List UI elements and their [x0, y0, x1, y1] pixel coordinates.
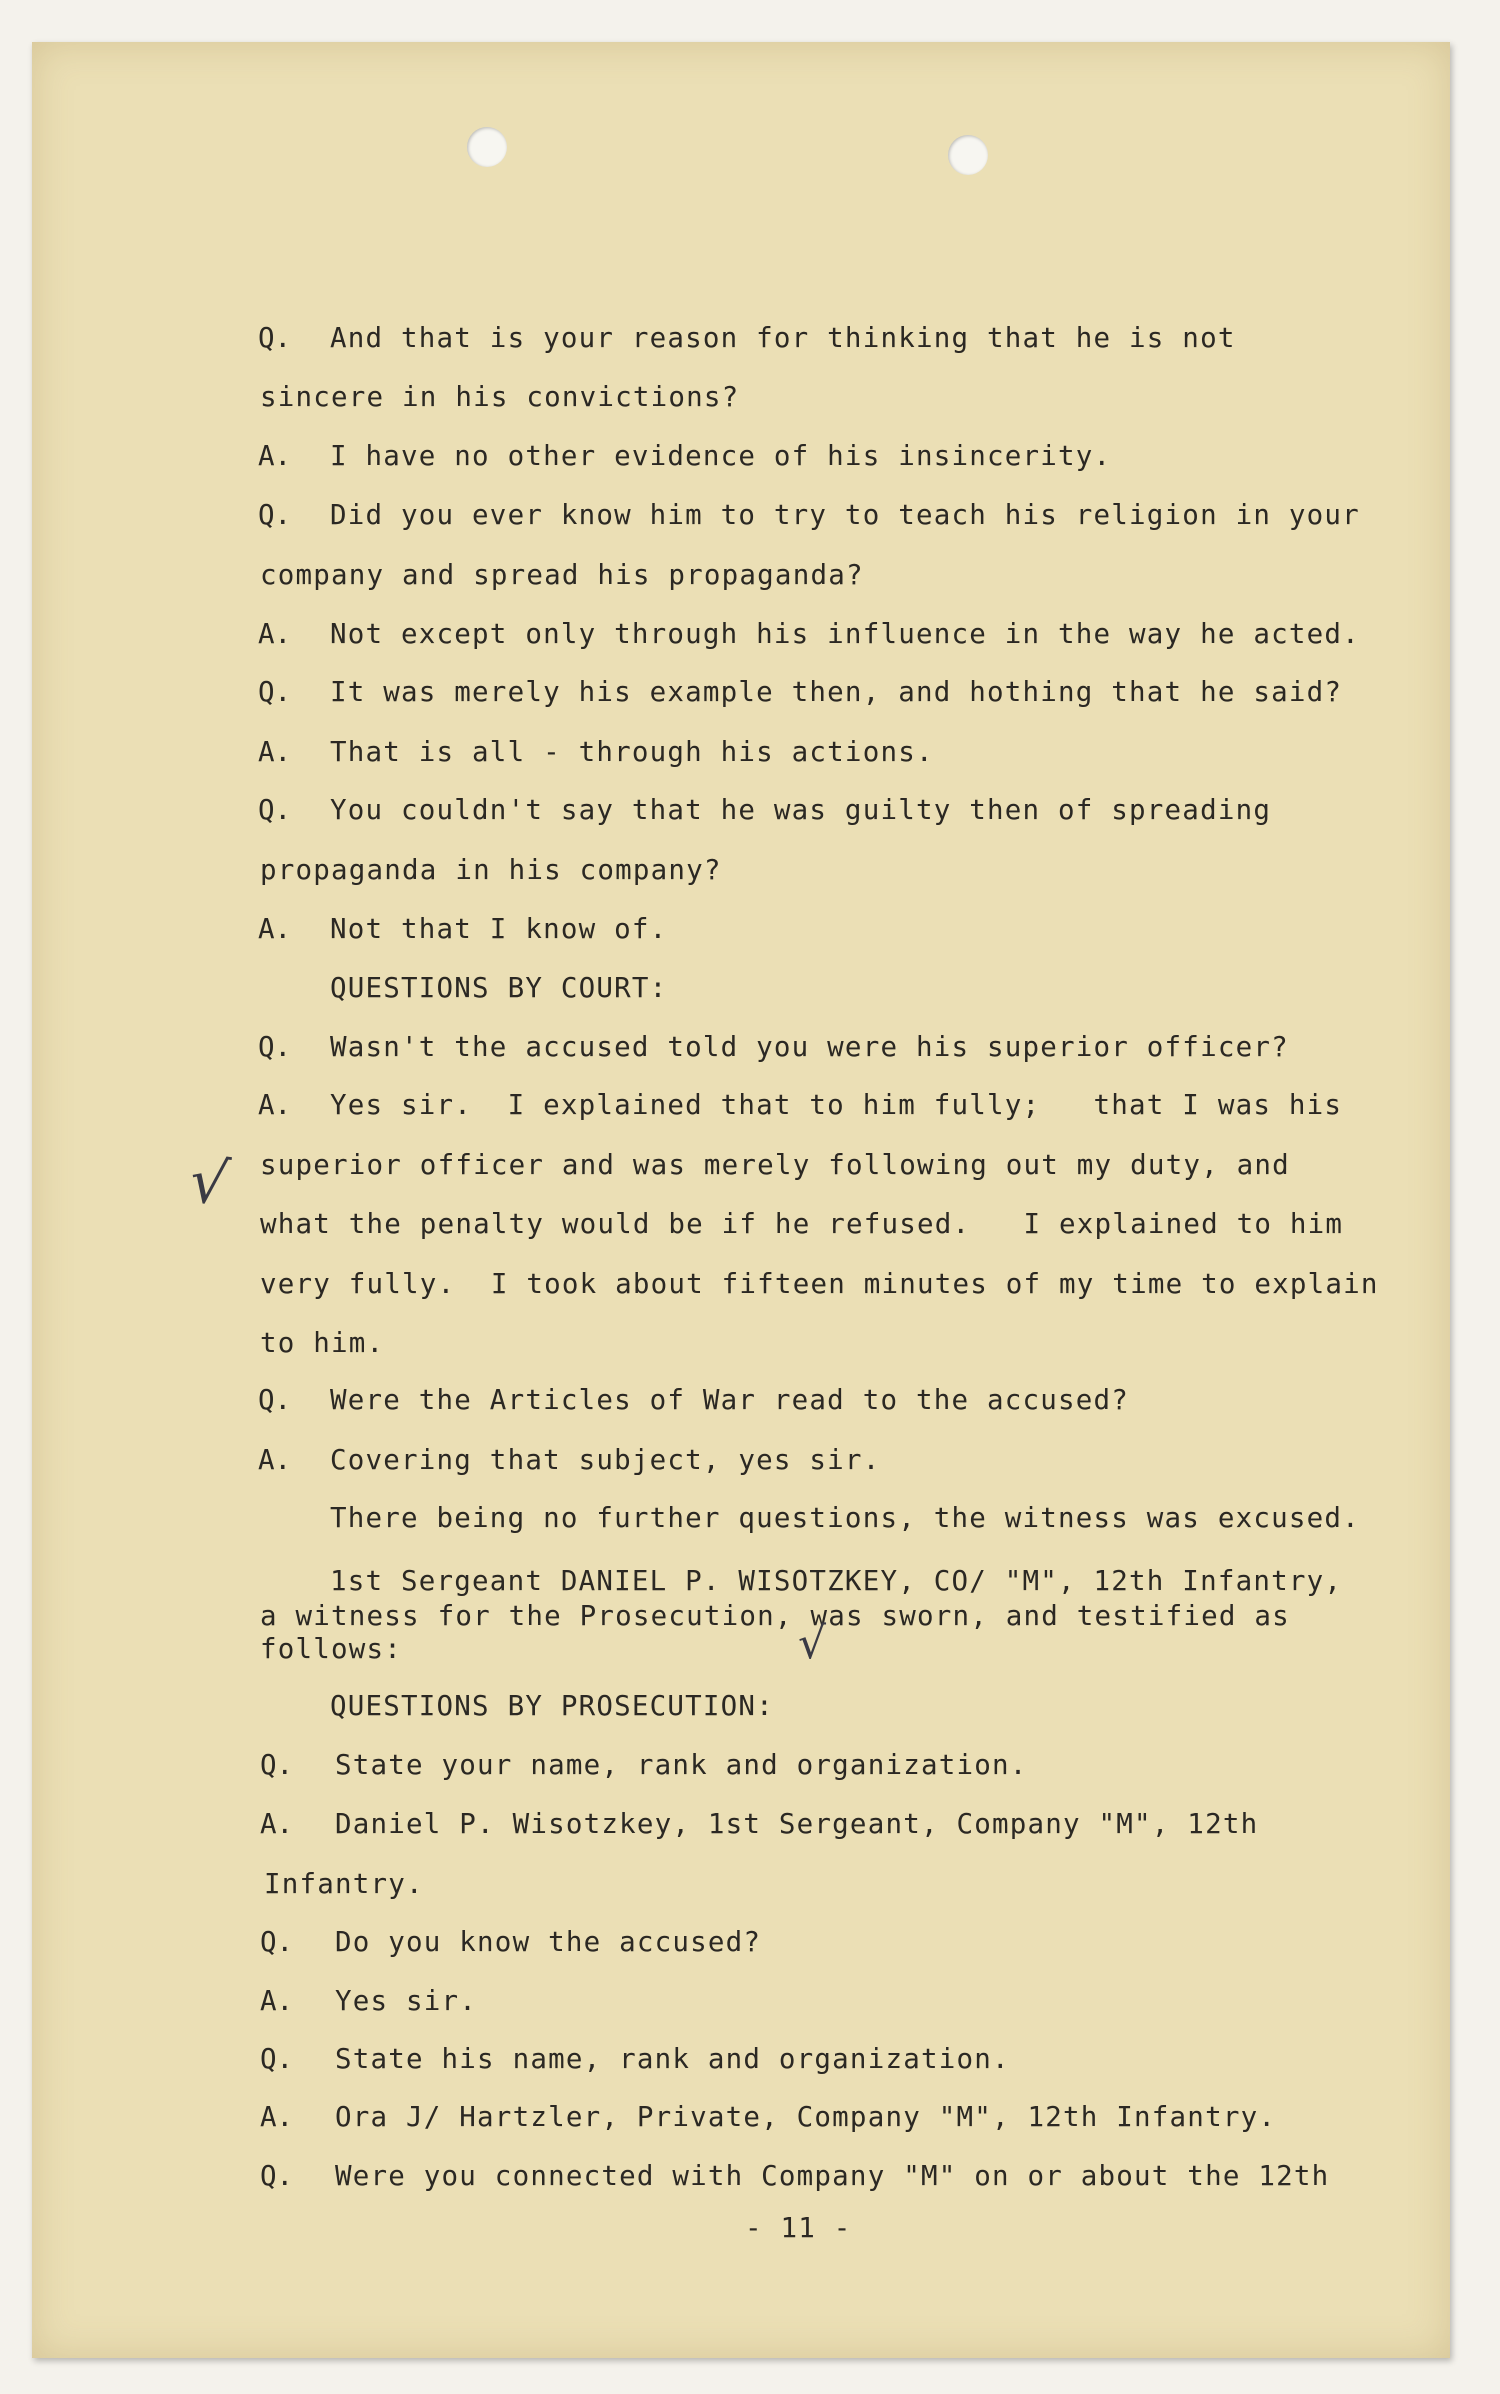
line-text: what the penalty would be if he refused. I explained to him — [260, 1208, 1344, 1240]
qa-label: Q. — [260, 1926, 294, 1958]
qa-label: A. — [258, 913, 292, 945]
line-text: QUESTIONS BY PROSECUTION: — [330, 1690, 774, 1722]
qa-label: Q. — [258, 1031, 292, 1063]
line-text: Infantry. — [264, 1868, 424, 1900]
qa-label: Q. — [260, 2043, 294, 2075]
qa-label: Q. — [260, 2160, 294, 2192]
qa-label: A. — [260, 1985, 294, 2017]
line-text: State your name, rank and organization. — [335, 1749, 1028, 1781]
line-text: And that is your reason for thinking that he is not — [330, 322, 1236, 354]
punch-hole-right — [948, 135, 988, 175]
qa-label: A. — [260, 2101, 294, 2133]
line-text: sincere in his convictions? — [260, 381, 740, 413]
line-text: That is all - through his actions. — [330, 736, 934, 768]
qa-label: A. — [258, 440, 292, 472]
punch-hole-left — [467, 127, 507, 167]
check-mark-inline: √ — [798, 1618, 827, 1669]
line-text: very fully. I took about fifteen minutes of my time to explain — [260, 1268, 1379, 1300]
line-text: I have no other evidence of his insincerity. — [330, 440, 1112, 472]
line-text: superior officer and was merely following out my duty, and — [260, 1149, 1290, 1181]
line-text: Daniel P. Wisotzkey, 1st Sergeant, Company "M", 12th — [335, 1808, 1259, 1840]
line-text: propaganda in his company? — [260, 854, 722, 886]
line-text: a witness for the Prosecution, was sworn, and testified as — [260, 1600, 1290, 1632]
line-text: Do you know the accused? — [335, 1926, 762, 1958]
line-text: follows: — [260, 1633, 403, 1665]
line-text: It was merely his example then, and hothing that he said? — [330, 676, 1343, 708]
line-text: Did you ever know him to try to teach his religion in your — [330, 499, 1360, 531]
qa-label: Q. — [258, 676, 292, 708]
page-number: - 11 - — [745, 2212, 852, 2244]
line-text: company and spread his propaganda? — [260, 559, 864, 591]
line-text: Ora J/ Hartzler, Private, Company "M", 12th Infantry. — [335, 2101, 1277, 2133]
qa-label: A. — [258, 1444, 292, 1476]
qa-label: A. — [258, 1089, 292, 1121]
line-text: Wasn't the accused told you were his superior officer? — [330, 1031, 1289, 1063]
qa-label: Q. — [258, 322, 292, 354]
line-text: There being no further questions, the witness was excused. — [330, 1502, 1360, 1534]
line-text: Yes sir. I explained that to him fully; that I was his — [330, 1089, 1343, 1121]
line-text: to him. — [260, 1327, 385, 1359]
line-text: Not except only through his influence in the way he acted. — [330, 618, 1360, 650]
line-text: Were you connected with Company "M" on or about the 12th — [335, 2160, 1330, 2192]
line-text: 1st Sergeant DANIEL P. WISOTZKEY, CO/ "M", 12th Infantry, — [330, 1565, 1343, 1597]
qa-label: Q. — [260, 1749, 294, 1781]
line-text: You couldn't say that he was guilty then of spreading — [330, 794, 1272, 826]
qa-label: Q. — [258, 499, 292, 531]
document-page — [32, 42, 1450, 2358]
check-mark-margin: √ — [185, 1145, 233, 1221]
line-text: Covering that subject, yes sir. — [330, 1444, 881, 1476]
line-text: Yes sir. — [335, 1985, 478, 2017]
qa-label: Q. — [258, 1384, 292, 1416]
line-text: Were the Articles of War read to the accused? — [330, 1384, 1130, 1416]
line-text: QUESTIONS BY COURT: — [330, 972, 668, 1004]
qa-label: A. — [258, 736, 292, 768]
line-text: State his name, rank and organization. — [335, 2043, 1010, 2075]
qa-label: Q. — [258, 794, 292, 826]
qa-label: A. — [258, 618, 292, 650]
qa-label: A. — [260, 1808, 294, 1840]
line-text: Not that I know of. — [330, 913, 668, 945]
